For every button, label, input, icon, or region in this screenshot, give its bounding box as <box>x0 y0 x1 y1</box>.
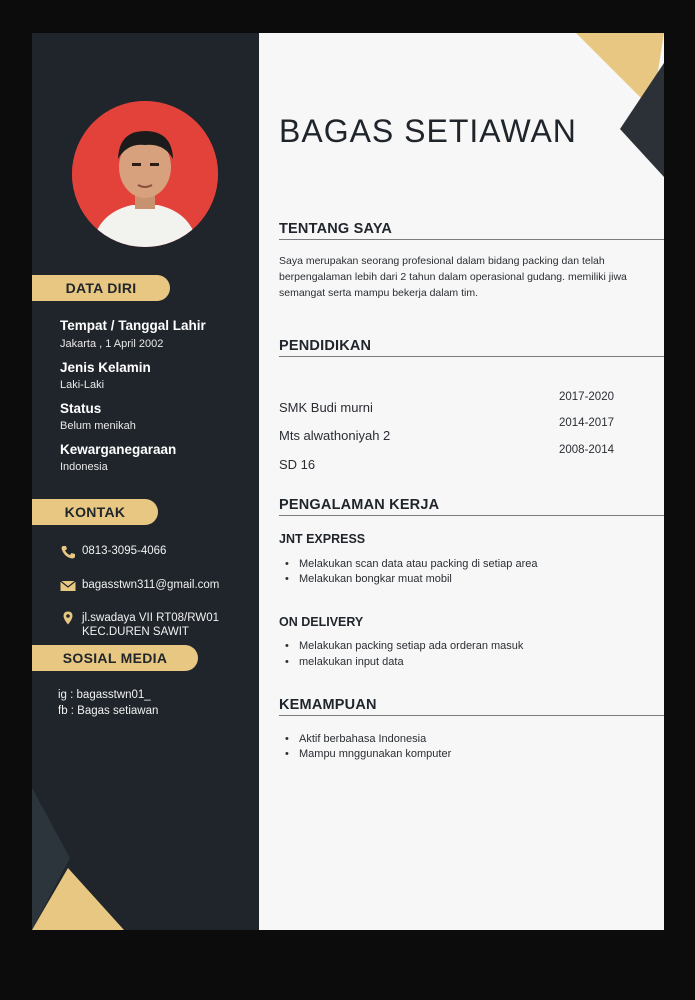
address-line-2: KEC.DUREN SAWIT <box>82 626 189 638</box>
profile-photo <box>72 101 218 247</box>
gender-label: Jenis Kelamin <box>60 360 151 375</box>
data-diri-heading: DATA DIRI <box>32 275 170 301</box>
about-heading: TENTANG SAYA <box>279 221 664 240</box>
about-text: Saya merupakan seorang profesional dalam bidang packing dan telah berpengalaman lebih dari 2 tahun dalam operasional gudang. memiliki jiwa semangat serta mampu bekerja dalam tim. <box>279 255 627 299</box>
status-value: Belum menikah <box>60 420 136 432</box>
skills-heading: KEMAMPUAN <box>279 697 664 716</box>
birth-label: Tempat / Tanggal Lahir <box>60 318 206 333</box>
skill-2: • Mampu mnggunakan komputer <box>285 748 451 760</box>
phone-row[interactable] <box>60 545 166 559</box>
education-heading: PENDIDIKAN <box>279 338 664 357</box>
sidebar <box>32 33 259 930</box>
school-2: Mts alwathoniyah 2 <box>279 428 391 443</box>
facebook-handle: fb : Bagas setiawan <box>58 705 159 717</box>
job-2-task-1: • Melakukan packing setiap ada orderan masuk <box>285 640 523 652</box>
year-1: 2017-2020 <box>559 391 614 403</box>
corner-decoration <box>568 33 664 179</box>
email-icon <box>60 579 76 593</box>
skill-1: • Aktif berbahasa Indonesia <box>285 733 426 745</box>
job-1-task-2: • Melakukan bongkar muat mobil <box>285 573 452 585</box>
job-2-company: ON DELIVERY <box>279 615 364 629</box>
person-portrait-icon <box>72 101 218 247</box>
decorative-triangles <box>32 788 132 930</box>
year-2: 2014-2017 <box>559 417 614 429</box>
experience-heading: PENGALAMAN KERJA <box>279 497 664 516</box>
school-1: SMK Budi murni <box>279 400 373 415</box>
job-1-task-1: • Melakukan scan data atau packing di setiap area <box>285 558 538 570</box>
gender-value: Laki-Laki <box>60 379 105 391</box>
nationality-label: Kewarganegaraan <box>60 442 177 457</box>
main-content <box>259 33 664 930</box>
phone-icon <box>60 545 76 559</box>
location-pin-icon <box>60 611 76 625</box>
instagram-handle: ig : bagasstwn01_ <box>58 689 151 701</box>
full-name: BAGAS SETIAWAN <box>279 113 577 149</box>
address-line-1: jl.swadaya VII RT08/RW01 <box>82 612 219 624</box>
status-label: Status <box>60 401 102 416</box>
year-3: 2008-2014 <box>559 444 614 456</box>
nationality-value: Indonesia <box>60 461 108 473</box>
phone-number: 0813-3095-4066 <box>82 545 167 557</box>
school-3: SD 16 <box>279 457 316 472</box>
kontak-heading: KONTAK <box>32 499 158 525</box>
job-1-company: JNT EXPRESS <box>279 532 366 546</box>
address-row <box>60 611 219 639</box>
sosial-media-heading: SOSIAL MEDIA <box>32 645 198 671</box>
resume-page <box>32 33 664 930</box>
email-address: bagasstwn311@gmail.com <box>82 579 220 591</box>
email-row[interactable] <box>60 579 219 593</box>
birth-value: Jakarta , 1 April 2002 <box>60 338 164 350</box>
job-2-task-2: • melakukan input data <box>285 656 404 668</box>
